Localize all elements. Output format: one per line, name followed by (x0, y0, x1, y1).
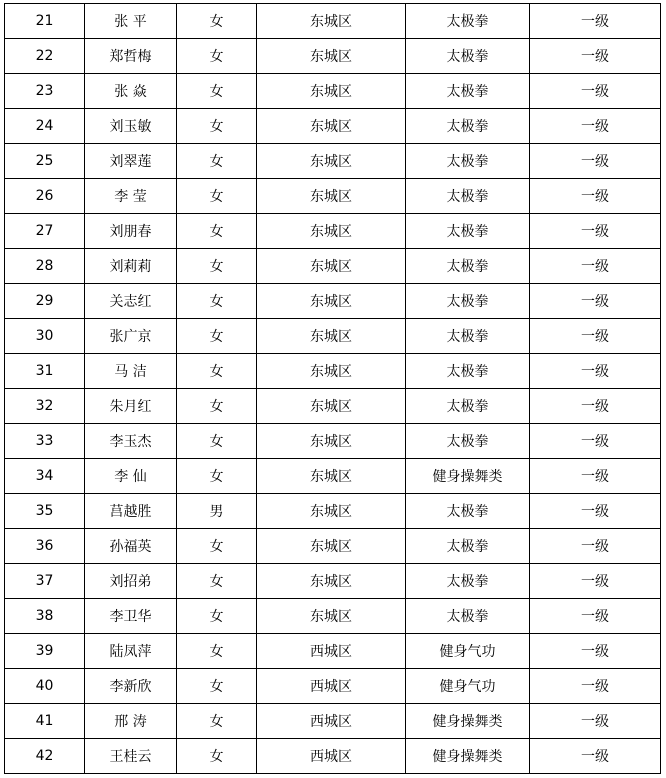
cell-name: 李 仙 (85, 459, 177, 494)
cell-level: 一级 (530, 494, 661, 529)
cell-level: 一级 (530, 249, 661, 284)
cell-number: 29 (5, 284, 85, 319)
cell-sport: 太极拳 (406, 494, 530, 529)
cell-district: 东城区 (257, 39, 406, 74)
cell-level: 一级 (530, 144, 661, 179)
cell-number: 39 (5, 634, 85, 669)
cell-district: 东城区 (257, 144, 406, 179)
cell-number: 34 (5, 459, 85, 494)
cell-district: 东城区 (257, 424, 406, 459)
cell-gender: 女 (177, 109, 257, 144)
cell-number: 31 (5, 354, 85, 389)
cell-name: 刘翠莲 (85, 144, 177, 179)
cell-name: 关志红 (85, 284, 177, 319)
cell-number: 26 (5, 179, 85, 214)
cell-gender: 女 (177, 564, 257, 599)
table-row (5, 284, 661, 319)
cell-level: 一级 (530, 389, 661, 424)
cell-district: 西城区 (257, 739, 406, 774)
cell-level: 一级 (530, 634, 661, 669)
table-row (5, 529, 661, 564)
table-row (5, 4, 661, 39)
cell-name: 张 平 (85, 4, 177, 39)
cell-number: 37 (5, 564, 85, 599)
cell-level: 一级 (530, 284, 661, 319)
cell-level: 一级 (530, 529, 661, 564)
cell-district: 东城区 (257, 529, 406, 564)
cell-number: 32 (5, 389, 85, 424)
cell-sport: 太极拳 (406, 424, 530, 459)
cell-number: 23 (5, 74, 85, 109)
cell-sport: 太极拳 (406, 529, 530, 564)
cell-level: 一级 (530, 704, 661, 739)
cell-name: 刘莉莉 (85, 249, 177, 284)
table-row (5, 389, 661, 424)
cell-level: 一级 (530, 599, 661, 634)
cell-gender: 女 (177, 144, 257, 179)
cell-sport: 太极拳 (406, 354, 530, 389)
cell-sport: 太极拳 (406, 4, 530, 39)
cell-level: 一级 (530, 739, 661, 774)
cell-level: 一级 (530, 179, 661, 214)
cell-district: 东城区 (257, 319, 406, 354)
table-row (5, 144, 661, 179)
cell-sport: 健身操舞类 (406, 459, 530, 494)
cell-sport: 太极拳 (406, 284, 530, 319)
table-row (5, 249, 661, 284)
table-row (5, 214, 661, 249)
cell-district: 西城区 (257, 634, 406, 669)
cell-gender: 女 (177, 669, 257, 704)
cell-name: 王桂云 (85, 739, 177, 774)
cell-district: 东城区 (257, 459, 406, 494)
cell-gender: 女 (177, 179, 257, 214)
cell-name: 李玉杰 (85, 424, 177, 459)
cell-sport: 健身气功 (406, 669, 530, 704)
cell-district: 东城区 (257, 214, 406, 249)
cell-district: 东城区 (257, 4, 406, 39)
table-row (5, 599, 661, 634)
table-row (5, 354, 661, 389)
cell-number: 35 (5, 494, 85, 529)
cell-name: 邢 涛 (85, 704, 177, 739)
cell-sport: 太极拳 (406, 179, 530, 214)
cell-district: 东城区 (257, 564, 406, 599)
cell-name: 李 莹 (85, 179, 177, 214)
table-row (5, 669, 661, 704)
cell-name: 马 洁 (85, 354, 177, 389)
table-row (5, 424, 661, 459)
cell-gender: 女 (177, 249, 257, 284)
cell-level: 一级 (530, 424, 661, 459)
cell-district: 东城区 (257, 494, 406, 529)
cell-district: 东城区 (257, 249, 406, 284)
table-row (5, 739, 661, 774)
cell-gender: 女 (177, 459, 257, 494)
cell-sport: 太极拳 (406, 249, 530, 284)
cell-name: 刘玉敏 (85, 109, 177, 144)
cell-district: 西城区 (257, 669, 406, 704)
cell-district: 东城区 (257, 74, 406, 109)
cell-level: 一级 (530, 319, 661, 354)
cell-level: 一级 (530, 109, 661, 144)
cell-name: 朱月红 (85, 389, 177, 424)
cell-gender: 女 (177, 319, 257, 354)
table-row (5, 109, 661, 144)
cell-number: 25 (5, 144, 85, 179)
cell-level: 一级 (530, 669, 661, 704)
cell-name: 莒越胜 (85, 494, 177, 529)
cell-level: 一级 (530, 4, 661, 39)
cell-district: 东城区 (257, 179, 406, 214)
cell-gender: 女 (177, 4, 257, 39)
cell-gender: 女 (177, 74, 257, 109)
table-row (5, 634, 661, 669)
cell-level: 一级 (530, 74, 661, 109)
table-row (5, 39, 661, 74)
cell-name: 张 焱 (85, 74, 177, 109)
cell-sport: 健身操舞类 (406, 739, 530, 774)
table-row (5, 74, 661, 109)
cell-district: 东城区 (257, 109, 406, 144)
table-row (5, 494, 661, 529)
cell-number: 41 (5, 704, 85, 739)
cell-name: 孙福英 (85, 529, 177, 564)
cell-number: 42 (5, 739, 85, 774)
cell-number: 36 (5, 529, 85, 564)
cell-number: 38 (5, 599, 85, 634)
cell-gender: 女 (177, 39, 257, 74)
cell-level: 一级 (530, 354, 661, 389)
cell-sport: 太极拳 (406, 144, 530, 179)
cell-sport: 太极拳 (406, 109, 530, 144)
cell-name: 张广京 (85, 319, 177, 354)
cell-sport: 太极拳 (406, 74, 530, 109)
cell-gender: 女 (177, 704, 257, 739)
cell-number: 40 (5, 669, 85, 704)
cell-number: 28 (5, 249, 85, 284)
cell-gender: 女 (177, 739, 257, 774)
cell-level: 一级 (530, 214, 661, 249)
cell-sport: 太极拳 (406, 599, 530, 634)
cell-number: 24 (5, 109, 85, 144)
cell-name: 刘招弟 (85, 564, 177, 599)
cell-name: 李卫华 (85, 599, 177, 634)
cell-district: 东城区 (257, 389, 406, 424)
cell-district: 西城区 (257, 704, 406, 739)
cell-name: 李新欣 (85, 669, 177, 704)
table-row (5, 179, 661, 214)
table-row (5, 704, 661, 739)
table-row (5, 564, 661, 599)
table-row (5, 459, 661, 494)
cell-gender: 女 (177, 529, 257, 564)
cell-gender: 女 (177, 354, 257, 389)
cell-sport: 健身操舞类 (406, 704, 530, 739)
cell-district: 东城区 (257, 599, 406, 634)
cell-name: 刘朋春 (85, 214, 177, 249)
cell-sport: 太极拳 (406, 319, 530, 354)
cell-gender: 女 (177, 389, 257, 424)
cell-sport: 太极拳 (406, 39, 530, 74)
cell-sport: 太极拳 (406, 214, 530, 249)
cell-sport: 太极拳 (406, 389, 530, 424)
cell-level: 一级 (530, 39, 661, 74)
cell-number: 27 (5, 214, 85, 249)
cell-gender: 女 (177, 214, 257, 249)
cell-number: 22 (5, 39, 85, 74)
roster-table-body (5, 4, 661, 774)
cell-number: 30 (5, 319, 85, 354)
cell-sport: 太极拳 (406, 564, 530, 599)
cell-sport: 健身气功 (406, 634, 530, 669)
cell-district: 东城区 (257, 354, 406, 389)
cell-gender: 男 (177, 494, 257, 529)
cell-district: 东城区 (257, 284, 406, 319)
cell-name: 郑哲梅 (85, 39, 177, 74)
cell-gender: 女 (177, 634, 257, 669)
cell-level: 一级 (530, 459, 661, 494)
cell-gender: 女 (177, 599, 257, 634)
cell-number: 21 (5, 4, 85, 39)
roster-table (4, 3, 661, 774)
cell-gender: 女 (177, 424, 257, 459)
cell-level: 一级 (530, 564, 661, 599)
cell-name: 陆凤萍 (85, 634, 177, 669)
table-row (5, 319, 661, 354)
cell-number: 33 (5, 424, 85, 459)
cell-gender: 女 (177, 284, 257, 319)
